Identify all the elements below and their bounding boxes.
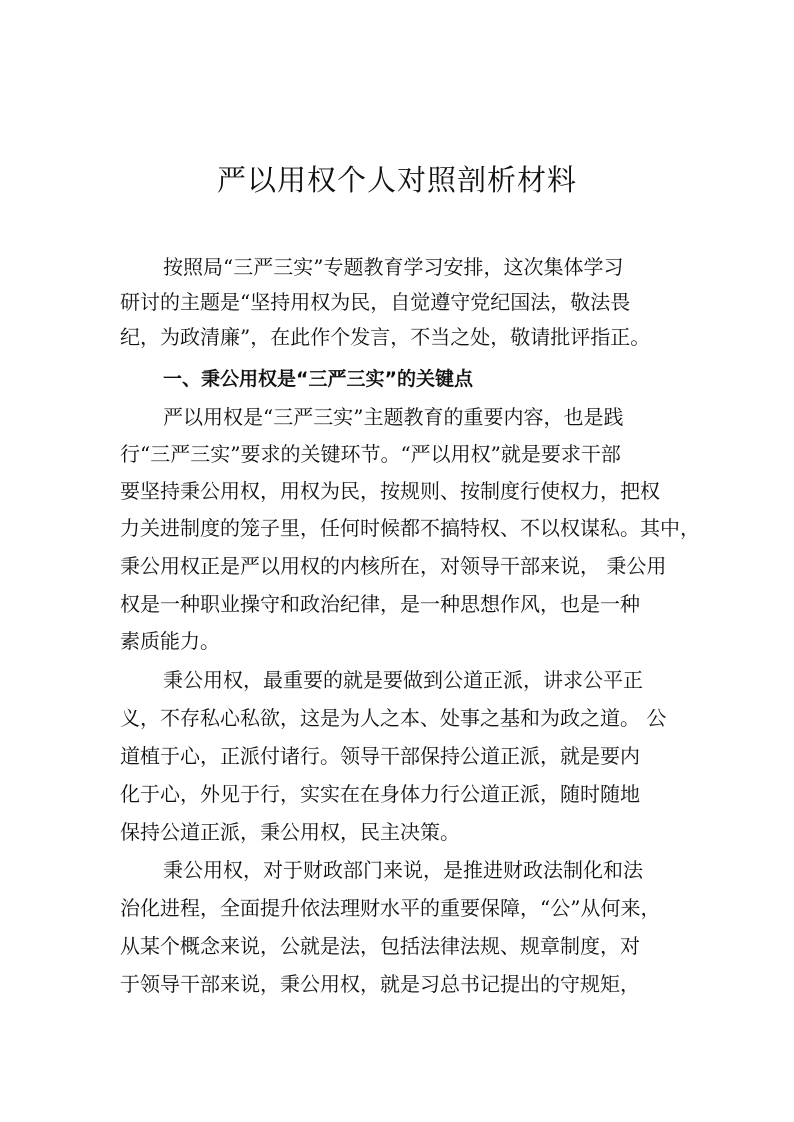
paragraph-line: 权是一种职业操守和政治纪律，是一种思想作风，也是一种 xyxy=(120,592,640,616)
paragraph-line: 治化进程，全面提升依法理财水平的重要保障，“公”从何来， xyxy=(120,896,661,920)
document-title: 严以用权个人对照剖析材料 xyxy=(216,163,577,197)
paragraph-line: 行“三严三实”要求的关键环节。“严以用权”就是要求干部 xyxy=(120,442,621,466)
paragraph-line: 于领导干部来说，秉公用权，就是习总书记提出的守规矩， xyxy=(120,972,640,996)
section-heading: 一、秉公用权是“三严三实”的关键点 xyxy=(163,368,473,390)
paragraph-line: 严以用权是“三严三实”主题教育的重要内容，也是践 xyxy=(163,405,624,429)
paragraph-line: 要坚持秉公用权，用权为民，按规则、按制度行使权力，把权 xyxy=(120,479,660,503)
paragraph-line: 义，不存私心私欲，这是为人之本、处事之基和为政之道。 公 xyxy=(120,706,667,730)
paragraph-line: 保持公道正派，秉公用权，民主决策。 xyxy=(120,820,460,844)
paragraph-line: 纪，为政清廉”，在此作个发言，不当之处，敬请批评指正。 xyxy=(120,325,651,349)
paragraph-line: 化于心，外见于行，实实在在身体力行公道正派，随时随地 xyxy=(120,782,640,806)
paragraph-line: 力关进制度的笼子里，任何时候都不搞特权、不以权谋私。其中， xyxy=(120,516,700,540)
paragraph-line: 按照局“三严三实”专题教育学习安排，这次集体学习 xyxy=(163,255,624,279)
paragraph-line: 秉公用权，对于财政部门来说，是推进财政法制化和法 xyxy=(163,858,643,882)
paragraph-line: 素质能力。 xyxy=(120,629,220,653)
paragraph-line: 秉公用权正是严以用权的内核所在，对领导干部来说， 秉公用 xyxy=(120,554,667,578)
paragraph-line: 秉公用权，最重要的就是要做到公道正派，讲求公平正 xyxy=(163,668,643,692)
paragraph-line: 从某个概念来说，公就是法，包括法律法规、规章制度，对 xyxy=(120,934,640,958)
paragraph-line: 研讨的主题是“坚持用权为民，自觉遵守党纪国法，敬法畏 xyxy=(120,290,631,314)
paragraph-line: 道植于心，正派付诸行。领导干部保持公道正派，就是要内 xyxy=(120,744,640,768)
